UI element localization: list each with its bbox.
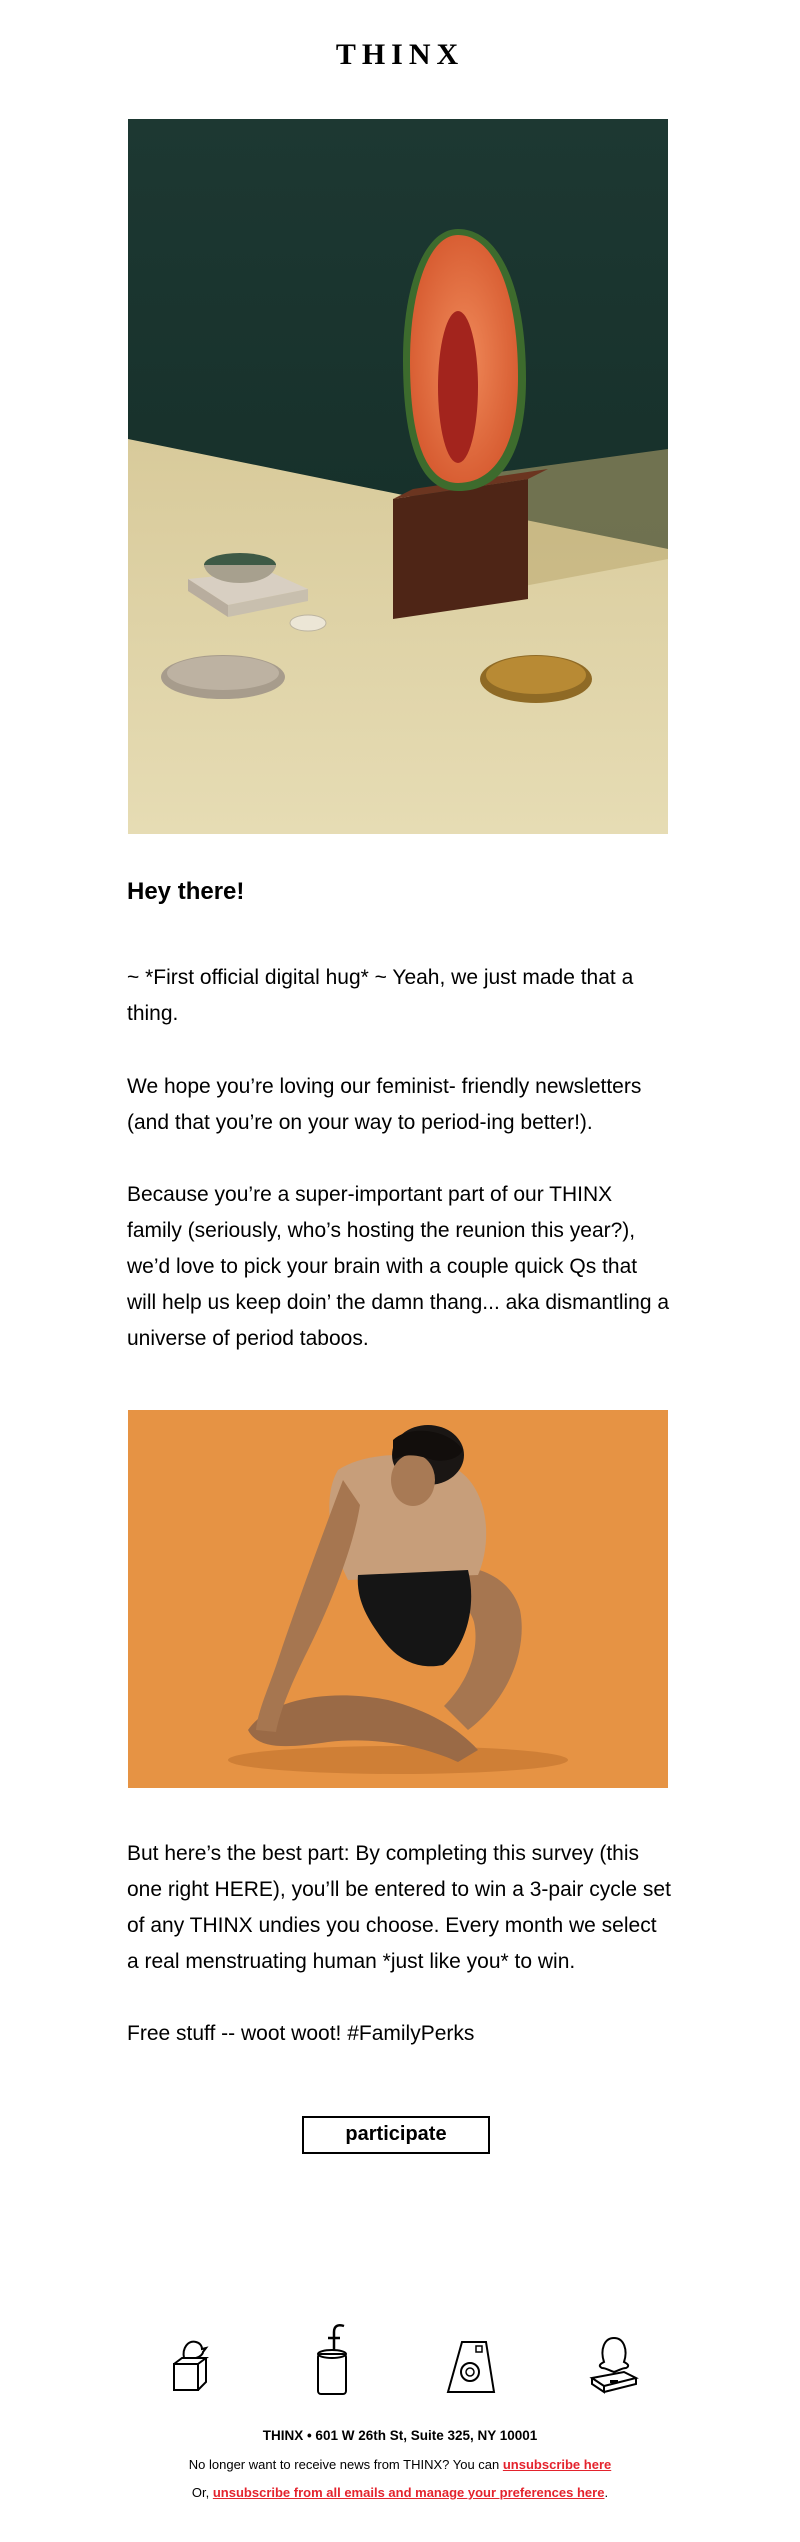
unsubscribe-line bbox=[0, 2457, 800, 2472]
unsubscribe-link[interactable]: unsubscribe here bbox=[502, 2457, 612, 2472]
preferences-line bbox=[0, 2485, 800, 2500]
survey-paragraph: Because you’re a super-important part of our THINX family (seriously, who’s hosting the reunion this year?), we’d love to pick your brain with a couple quick Qs that will help us keep doin’ the damn thang... aka dismantling a universe of period taboos. bbox=[127, 1183, 670, 1350]
preferences-suffix: . bbox=[604, 2485, 609, 2500]
brand-logo[interactable]: THINX bbox=[335, 38, 465, 71]
intro-paragraph: ~ *First official digital hug* ~ Yeah, we just made that a thing. bbox=[127, 966, 634, 1025]
prize-paragraph: But here’s the best part: By completing this survey (this one right HERE), you’ll be entered to win a 3-pair cycle set of any THINX undies you choose. Every month we select a real menstruating human *just like you* to win. bbox=[127, 1842, 671, 1973]
twitter-icon[interactable] bbox=[160, 2320, 216, 2400]
perks-paragraph: Free stuff -- woot woot! #FamilyPerks bbox=[127, 2022, 475, 2045]
instagram-icon[interactable] bbox=[440, 2320, 496, 2400]
greeting-heading: Hey there! bbox=[127, 878, 245, 905]
seated-model-illustration bbox=[128, 1410, 668, 1788]
participate-button[interactable]: participate bbox=[302, 2116, 490, 2154]
hero-image bbox=[128, 119, 668, 834]
papaya-still-life-illustration bbox=[128, 119, 668, 834]
snapchat-icon[interactable] bbox=[584, 2320, 640, 2400]
unsubscribe-prefix: No longer want to receive news from THINX? You can bbox=[188, 2457, 503, 2472]
footer-address: THINX • 601 W 26th St, Suite 325, NY 10001 bbox=[262, 2428, 538, 2443]
model-image bbox=[128, 1410, 668, 1788]
manage-preferences-link[interactable]: unsubscribe from all emails and manage your preferences here bbox=[212, 2485, 605, 2500]
preferences-prefix: Or, bbox=[191, 2485, 213, 2500]
facebook-icon[interactable] bbox=[304, 2320, 360, 2400]
newsletter-paragraph: We hope you’re loving our feminist- friendly newsletters (and that you’re on your way to period-ing better!). bbox=[127, 1075, 642, 1134]
